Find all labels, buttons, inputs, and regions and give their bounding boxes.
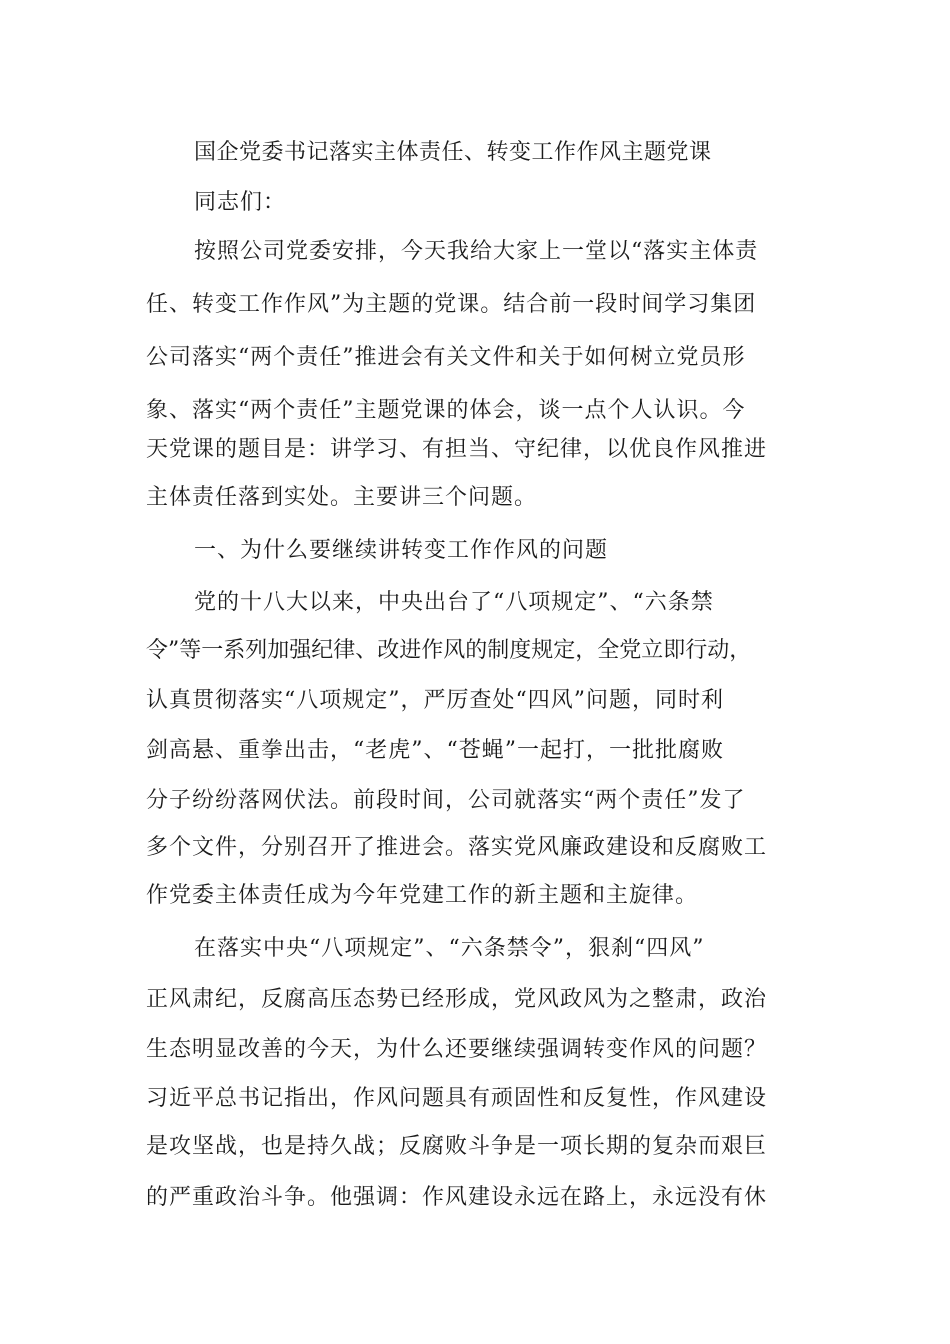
paragraph-line: 公司落实“两个责任”推进会有关文件和关于如何树立党员形 [146,345,746,370]
document-title: 国企党委书记落实主体责任、转变工作作风主题党课 [194,140,712,165]
paragraph-line: 党的十八大以来，中央出台了“八项规定”、“六条禁 [194,590,714,615]
paragraph-line: 生态明显改善的今天，为什么还要继续强调转变作风的问题？ [146,1037,768,1062]
paragraph-line: 在落实中央“八项规定”、“六条禁令”，狠刹“四风” [194,936,705,961]
paragraph-line: 分子纷纷落网伏法。前段时间，公司就落实“两个责任”发了 [146,788,746,813]
paragraph-line: 按照公司党委安排，今天我给大家上一堂以“落实主体责 [194,239,759,264]
paragraph-line: 是攻坚战，也是持久战；反腐败斗争是一项长期的复杂而艰巨 [146,1134,768,1159]
paragraph-line: 认真贯彻落实“八项规定”，严厉查处“四风”问题，同时利 [146,688,724,713]
paragraph-line: 作党委主体责任成为今年党建工作的新主题和主旋律。 [146,883,699,908]
section-heading: 一、为什么要继续讲转变工作作风的问题 [194,538,609,563]
paragraph-line: 习近平总书记指出，作风问题具有顽固性和反复性，作风建设 [146,1086,768,1111]
paragraph-line: 正风肃纪，反腐高压态势已经形成，党风政风为之整肃，政治 [146,987,768,1012]
salutation: 同志们： [194,190,287,215]
paragraph-line: 主体责任落到实处。主要讲三个问题。 [146,485,538,510]
paragraph-line: 的严重政治斗争。他强调：作风建设永远在路上，永远没有休 [146,1185,768,1210]
paragraph-line: 剑高悬、重拳出击，“老虎”、“苍蝇”一起打，一批批腐败 [146,738,724,763]
paragraph-line: 多个文件，分别召开了推进会。落实党风廉政建设和反腐败工 [146,835,768,860]
paragraph-line: 令”等一系列加强纪律、改进作风的制度规定，全党立即行动， [146,638,752,663]
paragraph-line: 象、落实“两个责任”主题党课的体会，谈一点个人认识。今 [146,398,746,423]
paragraph-line: 天党课的题目是：讲学习、有担当、守纪律，以优良作风推进 [146,437,768,462]
paragraph-line: 任、转变工作作风”为主题的党课。结合前一段时间学习集团 [146,292,757,317]
